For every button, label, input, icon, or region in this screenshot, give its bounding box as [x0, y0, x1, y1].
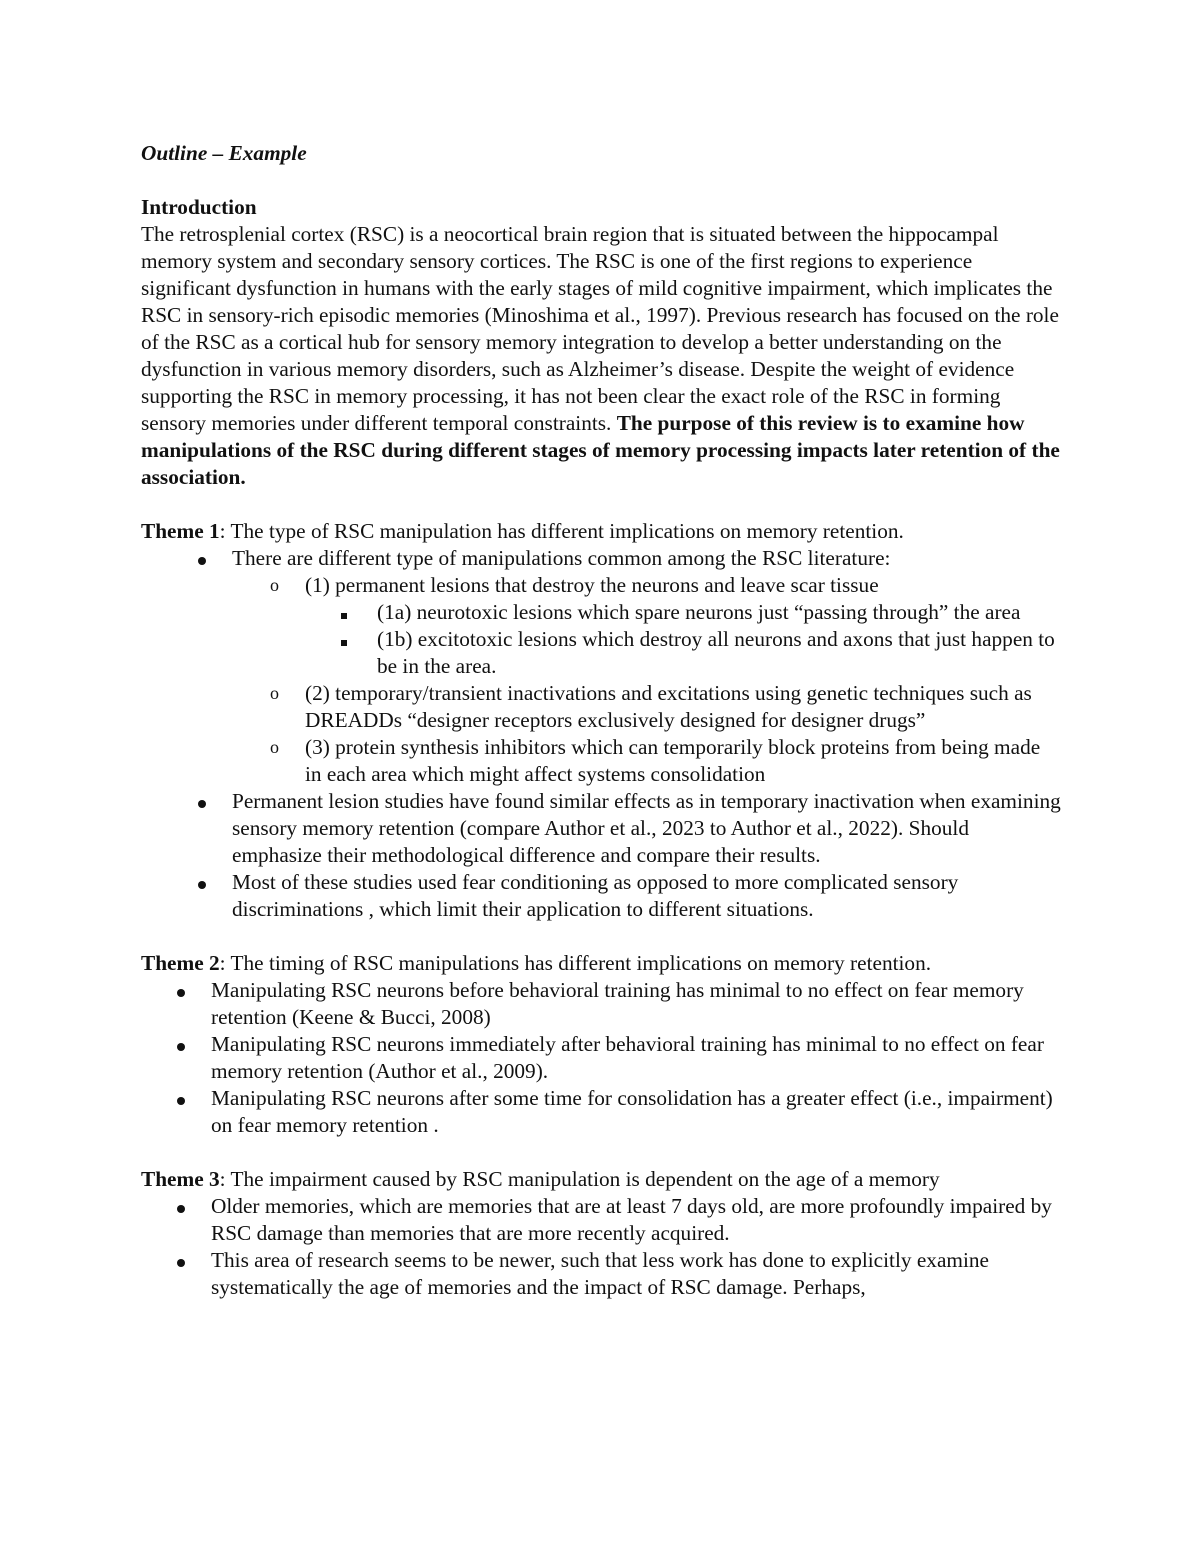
- list-item: [141, 869, 1061, 923]
- sub-sub-list-item-text: (1a) neurotoxic lesions which spare neurons just “passing through” the area: [377, 600, 1021, 624]
- sub-list-item: [232, 572, 1061, 680]
- bullet-icon: [177, 1193, 185, 1220]
- spacer: [141, 923, 1061, 950]
- theme-1-label: Theme 1: [141, 519, 220, 543]
- theme-2-list: [141, 977, 1061, 1139]
- list-item: [141, 788, 1061, 869]
- document-page: [141, 140, 1061, 1301]
- theme-1-section: [141, 518, 1061, 923]
- purpose-statement: The purpose of this review is to examine how manipulations of the RSC during different stages of memory processing impacts later retention of the association.: [141, 411, 1060, 489]
- theme-2-label: Theme 2: [141, 951, 220, 975]
- list-item-text: There are different type of manipulations common among the RSC literature:: [232, 546, 891, 570]
- sub-list-item-text: (2) temporary/transient inactivations and excitations using genetic techniques such as DREADDs “designer receptors exclusively designed for designer drugs”: [305, 681, 1032, 732]
- bullet-icon: [198, 545, 206, 572]
- bullet-icon: [177, 977, 185, 1004]
- introduction-text: The retrosplenial cortex (RSC) is a neocortical brain region that is situated between the hippocampal memory system and secondary sensory cortices. The RSC is one of the first regions to experience significant dysfunction in humans with the early stages of mild cognitive impairment, which implicates the RSC in sensory-rich episodic memories (Minoshima et al., 1997). Previous research has focused on the role of the RSC as a cortical hub for sensory memory integration to develop a better understanding on the dysfunction in various memory disorders, such as Alzheimer’s disease. Despite the weight of evidence supporting the RSC in memory processing, it has not been clear the exact role of the RSC in forming sensory memories under different temporal constraints.: [141, 222, 1059, 435]
- circle-bullet-icon: o: [270, 683, 279, 703]
- bullet-icon: [198, 788, 206, 815]
- spacer: [141, 1139, 1061, 1166]
- list-item-text: Older memories, which are memories that are at least 7 days old, are more profoundly impaired by RSC damage than memories that are more recently acquired.: [211, 1194, 1052, 1245]
- sub-sub-list-item-text: (1b) excitotoxic lesions which destroy all neurons and axons that just happen to be in the area.: [377, 627, 1055, 678]
- bullet-icon: [198, 869, 206, 896]
- theme-1-text: : The type of RSC manipulation has different implications on memory retention.: [219, 519, 904, 543]
- theme-2-statement: [141, 950, 1061, 977]
- list-item-text: Manipulating RSC neurons after some time for consolidation has a greater effect (i.e., impairment) on fear memory retention .: [211, 1086, 1053, 1137]
- list-item-text: Most of these studies used fear conditioning as opposed to more complicated sensory discriminations , which limit their application to different situations.: [232, 870, 959, 921]
- theme-3-section: [141, 1166, 1061, 1301]
- list-item: [141, 977, 1061, 1031]
- circle-bullet-icon: o: [270, 737, 279, 757]
- square-bullet-icon: [341, 626, 347, 653]
- theme-3-label: Theme 3: [141, 1167, 220, 1191]
- sub-list-item-text: (3) protein synthesis inhibitors which can temporarily block proteins from being made in each area which might affect systems consolidation: [305, 735, 1041, 786]
- sub-sub-list-item: [305, 626, 1061, 680]
- list-item-text: This area of research seems to be newer, such that less work has done to explicitly examine systematically the age of memories and the impact of RSC damage. Perhaps,: [211, 1248, 989, 1299]
- theme-3-text: : The impairment caused by RSC manipulation is dependent on the age of a memory: [219, 1167, 940, 1191]
- theme-3-statement: [141, 1166, 1061, 1193]
- list-item: [141, 1247, 1061, 1301]
- circle-bullet-icon: o: [270, 575, 279, 595]
- list-item-text: Permanent lesion studies have found similar effects as in temporary inactivation when examining sensory memory retention (compare Author et al., 2023 to Author et al., 2022). Should emphasize their methodological difference and compare their results.: [232, 789, 1061, 867]
- sub-sub-list-item: [305, 599, 1061, 626]
- sub-list: [232, 572, 1061, 788]
- bullet-icon: [177, 1247, 185, 1274]
- theme-3-list: [141, 1193, 1061, 1301]
- sub-list-item-text: (1) permanent lesions that destroy the neurons and leave scar tissue: [305, 573, 879, 597]
- bullet-icon: [177, 1085, 185, 1112]
- spacer: [141, 491, 1061, 518]
- list-item: [141, 545, 1061, 788]
- list-item: [141, 1193, 1061, 1247]
- theme-2-section: [141, 950, 1061, 1139]
- introduction-heading: Introduction: [141, 195, 257, 219]
- document-title: Outline – Example: [141, 141, 307, 165]
- theme-1-list: [141, 545, 1061, 923]
- sub-list-item: [232, 680, 1061, 734]
- list-item-text: Manipulating RSC neurons before behavioral training has minimal to no effect on fear memory retention (Keene & Bucci, 2008): [211, 978, 1024, 1029]
- introduction-section: [141, 194, 1061, 491]
- bullet-icon: [177, 1031, 185, 1058]
- list-item: [141, 1031, 1061, 1085]
- square-bullet-icon: [341, 599, 347, 626]
- theme-1-statement: [141, 518, 1061, 545]
- sub-list-item: [232, 734, 1061, 788]
- introduction-body: [141, 221, 1061, 491]
- sub-sub-list: [305, 599, 1061, 680]
- theme-2-text: : The timing of RSC manipulations has different implications on memory retention.: [219, 951, 932, 975]
- list-item-text: Manipulating RSC neurons immediately after behavioral training has minimal to no effect on fear memory retention (Author et al., 2009).: [211, 1032, 1044, 1083]
- list-item: [141, 1085, 1061, 1139]
